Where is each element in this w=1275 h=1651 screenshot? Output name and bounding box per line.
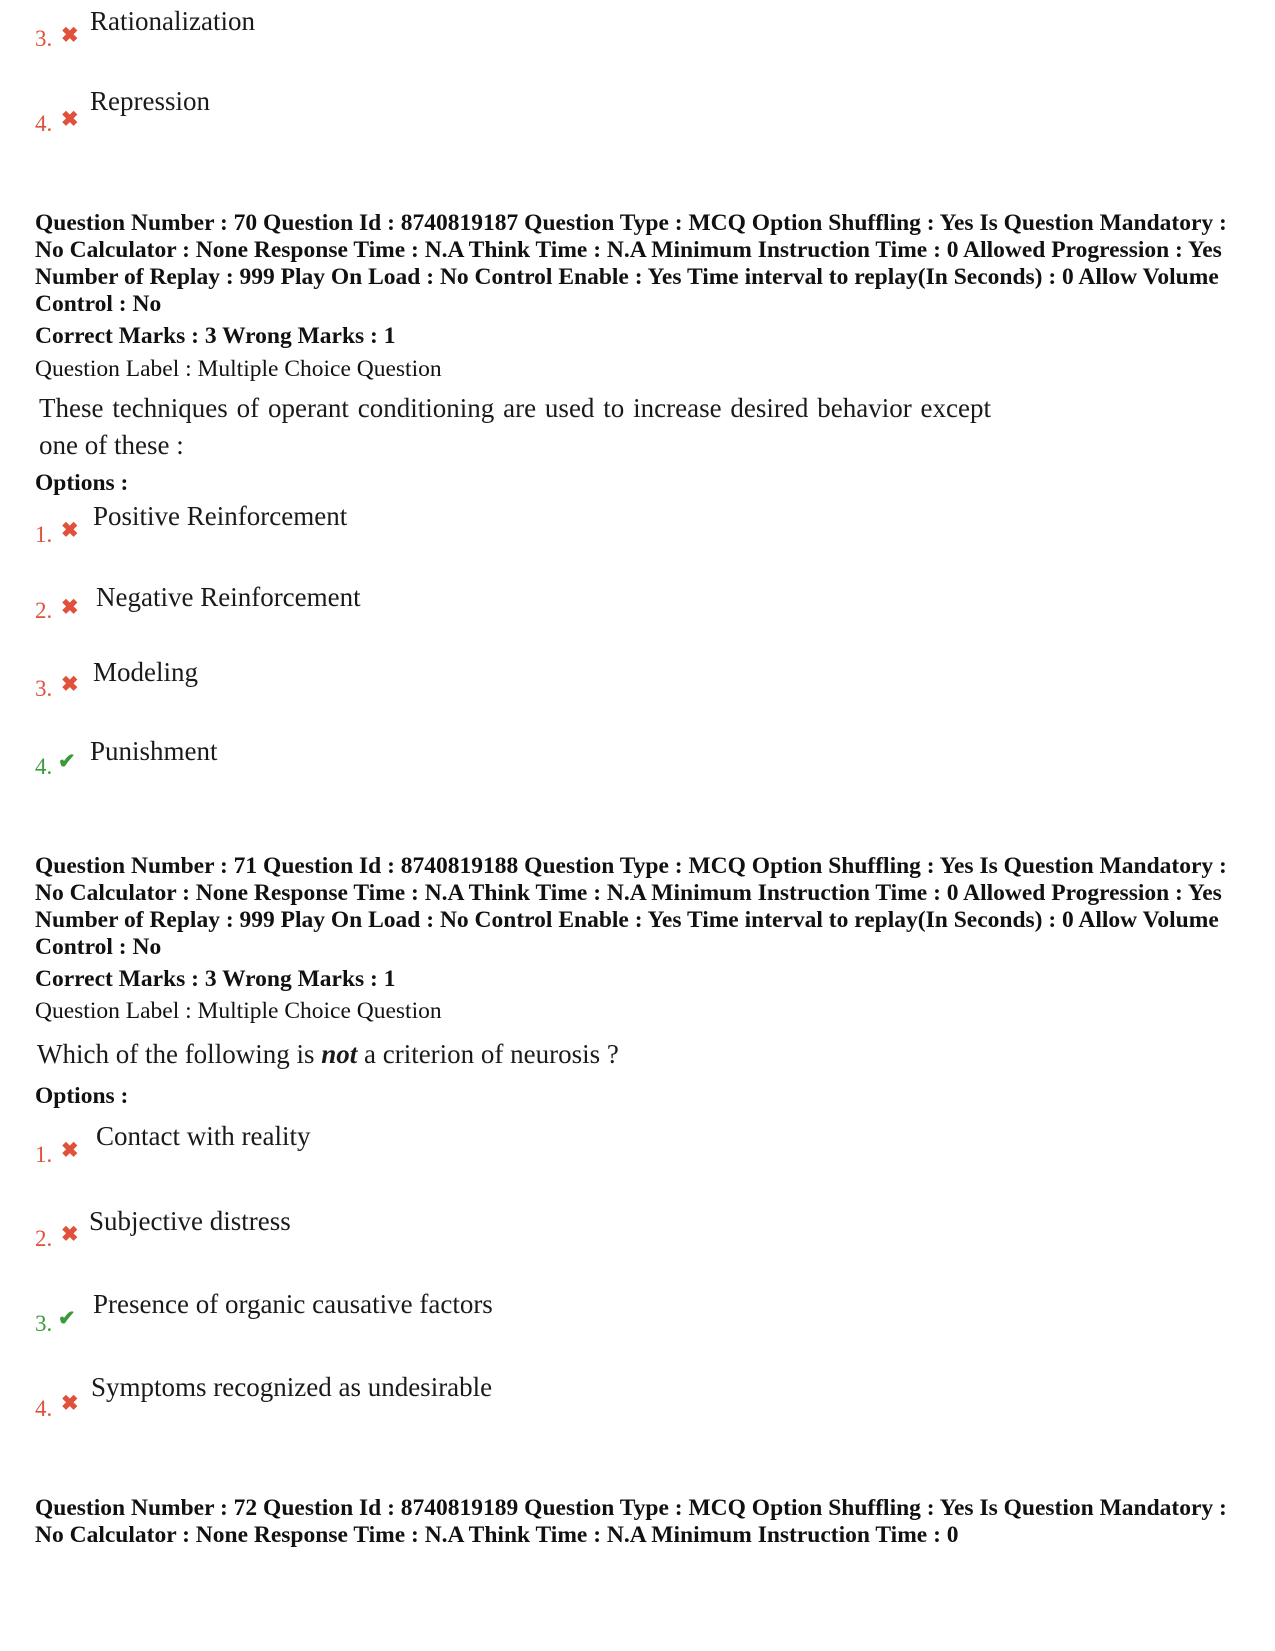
option-text: Contact with reality [96,1121,311,1151]
cross-icon: ✖ [61,595,79,619]
option-text: Positive Reinforcement [93,501,348,531]
cross-icon: ✖ [61,1138,79,1162]
option-text: Symptoms recognized as undesirable [91,1372,493,1402]
question-text-part: Which of the following is [37,1039,322,1069]
option-number: 1. [35,522,53,547]
cross-icon: ✖ [61,107,79,131]
question-text-emphasis: not [321,1039,358,1069]
option-text: Punishment [90,736,218,766]
option-text: Modeling [93,657,198,687]
cross-icon: ✖ [61,23,79,47]
question-marks: Correct Marks : 3 Wrong Marks : 1 [35,323,396,349]
option-text: Repression [90,86,210,116]
option-text: Subjective distress [89,1206,291,1236]
cross-icon: ✖ [61,672,79,696]
options-header: Options : [35,1083,129,1109]
question-marks: Correct Marks : 3 Wrong Marks : 1 [35,966,396,992]
options-header: Options : [35,470,129,496]
option-item [35,111,52,137]
question-text [37,1036,619,1073]
cross-icon: ✖ [61,518,79,542]
question-text [39,390,1239,464]
option-text: Negative Reinforcement [96,582,361,612]
option-item [35,26,52,52]
option-number: 3. [35,676,53,701]
question-text-part: a criterion of neurosis ? [357,1039,619,1069]
check-icon: ✔ [58,1306,76,1330]
question-metadata: Question Number : 70 Question Id : 8740819187 Question Type : MCQ Option Shuffling : Yes Is Question Mandatory : No Calculator : None Response Time : N.A Think Time : N.A Minimum Instruction Time : 0 Allowed Progression : Yes Number of Replay : 999 Play On Load : No Control Enable : Yes Time interval to replay(In Seconds) : 0 Allow Volume Control : No [35,210,1227,317]
question-metadata: Question Number : 71 Question Id : 8740819188 Question Type : MCQ Option Shuffling : Yes Is Question Mandatory : No Calculator : None Response Time : N.A Think Time : N.A Minimum Instruction Time : 0 Allowed Progression : Yes Number of Replay : 999 Play On Load : No Control Enable : Yes Time interval to replay(In Seconds) : 0 Allow Volume Control : No [35,853,1227,960]
option-number: 4. [35,111,53,136]
option-number: 4. [35,754,53,779]
option-number: 1. [35,1142,53,1167]
cross-icon: ✖ [61,1391,79,1415]
option-text: Rationalization [90,6,255,36]
question-text-line: These techniques of operant conditioning are used to increase desired behavior except [39,393,991,423]
option-text: Presence of organic causative factors [93,1289,493,1319]
question-label: Question Label : Multiple Choice Question [35,356,442,382]
option-number: 4. [35,1396,53,1421]
question-label: Question Label : Multiple Choice Question [35,998,442,1024]
cross-icon: ✖ [61,1222,79,1246]
option-number: 2. [35,598,53,623]
option-number: 3. [35,26,53,51]
option-number: 3. [35,1311,53,1336]
check-icon: ✔ [58,749,76,773]
question-text-line: one of these : [39,430,184,460]
option-number: 2. [35,1226,53,1251]
question-metadata: Question Number : 72 Question Id : 8740819189 Question Type : MCQ Option Shuffling : Yes Is Question Mandatory : No Calculator : None Response Time : N.A Think Time : N.A Minimum Instruction Time : 0 [35,1495,1227,1548]
